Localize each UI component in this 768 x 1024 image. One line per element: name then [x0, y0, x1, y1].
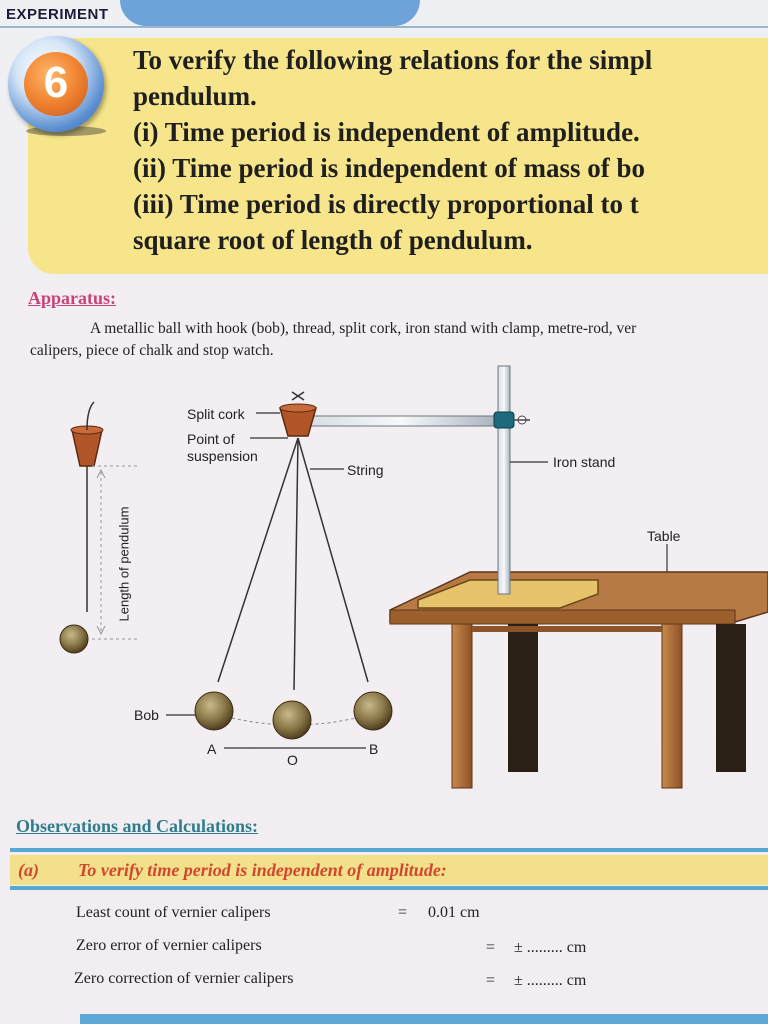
clamp-boss	[494, 412, 514, 428]
split-cork-top	[280, 404, 316, 412]
label-suspension: suspension	[187, 448, 258, 464]
table-rail	[472, 626, 662, 632]
table-leg-back-right	[716, 624, 746, 772]
apparatus-text	[30, 318, 768, 362]
section-title: To verify time period is independent of amplitude:	[78, 860, 447, 880]
objective-line: (ii) Time period is independent of mass of bo	[133, 153, 646, 183]
label-b: B	[369, 741, 379, 757]
label-table: Table	[647, 528, 681, 544]
string-left	[218, 438, 298, 682]
label-a: A	[207, 741, 217, 757]
string-middle	[294, 438, 298, 690]
bob-middle	[273, 701, 311, 739]
label-o: O	[287, 752, 298, 768]
small-split-cork	[72, 430, 102, 466]
table-leg-back-left	[508, 624, 538, 772]
pendulum-diagram-figure	[0, 360, 768, 800]
small-bob	[60, 625, 88, 653]
row-equals: =	[486, 972, 496, 989]
objective-line: square root of length of pendulum.	[133, 225, 533, 255]
bob-right	[354, 692, 392, 730]
section-tag: (a)	[18, 860, 39, 880]
apparatus-line-2: calipers, piece of chalk and stop watch.	[30, 342, 274, 359]
row-label: Least count of vernier calipers	[76, 904, 271, 921]
experiment-label: EXPERIMENT	[6, 6, 109, 23]
thread-knot	[292, 392, 304, 400]
apparatus-line-1: A metallic ball with hook (bob), thread, split cork, iron stand with clamp, metre-rod, ver	[90, 320, 637, 337]
badge-inner-circle	[24, 52, 88, 116]
section-rule-bottom	[10, 886, 768, 890]
row-equals: =	[486, 939, 496, 956]
stand-rod	[498, 366, 510, 594]
top-banner-decoration	[120, 0, 420, 26]
label-bob: Bob	[134, 707, 159, 723]
label-point-of: Point of	[187, 431, 235, 447]
row-value: ± ......... cm	[514, 939, 587, 956]
bottom-decorative-bar	[80, 1014, 768, 1024]
clamp-rod	[306, 416, 498, 426]
pendulum-diagram	[0, 360, 768, 800]
objective-line: pendulum.	[133, 81, 257, 111]
table-front-edge	[390, 610, 735, 624]
table-leg-front-right	[662, 624, 682, 788]
bob-left	[195, 692, 233, 730]
objective-line: (iii) Time period is directly proportional to t	[133, 189, 639, 219]
row-value: ± ......... cm	[514, 972, 587, 989]
objective-line: (i) Time period is independent of amplitude.	[133, 117, 640, 147]
swinging-pendulum	[195, 438, 392, 748]
objective-line: To verify the following relations for the simpl	[133, 45, 653, 75]
observations-heading: Observations and Calculations:	[16, 816, 259, 836]
section-rule-top	[10, 848, 768, 852]
apparatus-heading: Apparatus:	[28, 288, 117, 308]
top-banner-rule	[0, 26, 768, 28]
table-leg-front-left	[452, 624, 472, 788]
label-iron-stand: Iron stand	[553, 454, 616, 470]
label-string: String	[347, 462, 384, 478]
row-value: 0.01 cm	[428, 904, 480, 921]
split-cork-large	[280, 392, 316, 436]
label-split-cork: Split cork	[187, 406, 245, 422]
objective-text	[133, 42, 652, 258]
experiment-number-badge	[8, 36, 104, 132]
row-label: Zero correction of vernier calipers	[74, 970, 294, 987]
experiment-number: 6	[43, 58, 69, 107]
label-length-of-pendulum: Length of pendulum	[116, 506, 132, 622]
row-label: Zero error of vernier calipers	[76, 937, 262, 954]
row-equals: =	[398, 904, 408, 921]
